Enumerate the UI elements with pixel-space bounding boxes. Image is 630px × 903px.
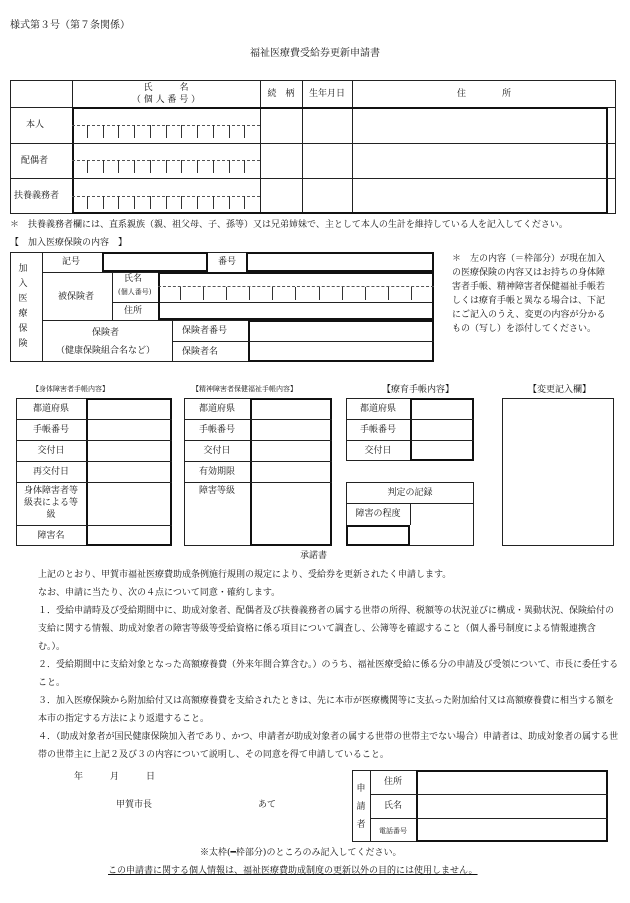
dependent-note: ＊ 扶養義務者欄には、直系親族（親、祖父母、子、孫等）又は兄弟姉妹で、主として本人の生計を維持している人を記入してください。 xyxy=(10,220,568,230)
consent-intro-2: なお、申請に当たり、次の４点について同意・確約します。 xyxy=(38,588,281,598)
ryoiku-row-label: 交付日 xyxy=(364,446,392,456)
insurer-number-label: 保険者番号 xyxy=(182,326,228,336)
mental-row-label: 交付日 xyxy=(203,446,231,456)
dob-header: 生年月日 xyxy=(308,89,345,99)
applicant-phone-label: 電話番号 xyxy=(379,827,407,835)
physical-row-label: 障害名 xyxy=(37,531,65,541)
judge-row-label: 障害の程度 xyxy=(355,509,401,519)
insurer-sub: （健康保険組合名など） xyxy=(56,346,156,356)
number-input[interactable] xyxy=(246,252,434,272)
consent-item: ２．受給期間中に支給対象となった高額療養費（外来年間合算含む。）のうち、福祉医療受給に係る分の申請及び受領について、市長に委任すること。 xyxy=(38,660,619,688)
consent-title: 承諾書 xyxy=(300,551,328,561)
name-sub-header: （ 個 人 番 号 ） xyxy=(131,95,201,105)
insurance-side-label: 加 入 医 療 保 険 xyxy=(18,264,28,349)
personal-number-cells-spouse[interactable] xyxy=(72,160,260,173)
mental-row-label: 都道府県 xyxy=(198,404,235,414)
physical-row-label: 身体障害者等級表による等級 xyxy=(23,486,78,520)
row-label-self: 本人 xyxy=(26,120,45,130)
mental-fill-area[interactable] xyxy=(250,398,332,546)
ryoiku-title: 【療育手帳内容】 xyxy=(382,385,455,395)
physical-row-label: 都道府県 xyxy=(32,404,69,414)
insurance-section-title: 【 加入医療保険の内容 】 xyxy=(10,238,128,248)
ryoiku-fill-area[interactable] xyxy=(410,398,474,461)
change-title: 【変更記入欄】 xyxy=(528,385,592,395)
consent-item: １．受給申請時及び受給期間中に、助成対象者、配偶者及び扶養義務者の属する世帯の所得、税額等の状況並びに構成・異動状況、保険給付の支給に関する情報、助成対象者の障害等級等受給資格に係る項目について調査し、公簿等を確認すること（個人番号制度による情報連携含む。）。 xyxy=(38,606,615,652)
insurer-label: 保険者 xyxy=(92,328,120,338)
insured-label: 被保険者 xyxy=(58,292,95,302)
addressee-suffix: あて xyxy=(258,800,277,810)
symbol-label: 記号 xyxy=(62,257,81,267)
ryoiku-row-label: 手帳番号 xyxy=(359,425,396,435)
personal-number-cells-self[interactable] xyxy=(72,125,260,138)
mental-row-label: 手帳番号 xyxy=(198,425,235,435)
insured-name-sub: (個人番号) xyxy=(118,288,152,296)
insured-name-label: 氏名 xyxy=(124,274,143,284)
applicant-address-label: 住所 xyxy=(383,777,402,787)
consent-item: ４．（助成対象者が国民健康保険加入者であり、かつ、申請者が助成対象者の属する世帯の世帯主でない場合）申請者は、助成対象者の属する世帯の世帯主に上記２及び３の内容について説明し、その同意を得て申請していること。 xyxy=(38,732,619,760)
physical-row-label: 手帳番号 xyxy=(32,425,69,435)
form-number: 様式第３号（第７条関係） xyxy=(10,20,130,31)
number-label: 番号 xyxy=(218,257,237,267)
page-title: 福祉医療費受給券更新申請書 xyxy=(250,48,380,59)
footer-note-1: ※太枠(━枠部分)のところのみ記入してください。 xyxy=(200,848,402,858)
judge-fill-area[interactable] xyxy=(346,525,410,546)
consent-intro-1: 上記のとおり、甲賀市福祉医療費助成条例施行規則の規定により、受給券を更新されたく申請します。 xyxy=(38,570,452,580)
physical-title: 【身体障害者手帳内容】 xyxy=(32,385,109,393)
ryoiku-row-label: 都道府県 xyxy=(359,404,396,414)
mental-row-label: 有効期限 xyxy=(198,467,235,477)
symbol-input[interactable] xyxy=(102,252,208,272)
address-header: 住 所 xyxy=(456,89,511,99)
physical-row-label: 再交付日 xyxy=(32,467,69,477)
change-box[interactable] xyxy=(502,398,614,546)
insurance-side-note: ＊ 左の内容（＝枠部分）が現在加入の医療保険の内容又はお持ちの身体障害者手帳、精神障害者保健福祉手帳若しくは療育手帳と異なる場合は、下記にご記入のうえ、変更の内容が分かるもの（写し）を添付してください。 xyxy=(452,254,606,334)
date-line: 年 月 日 xyxy=(74,772,156,782)
row-label-spouse: 配偶者 xyxy=(21,156,49,166)
applicant-side-label: 申 請 者 xyxy=(356,784,366,830)
physical-row-label: 交付日 xyxy=(37,446,65,456)
personal-number-cells-dependent[interactable] xyxy=(72,196,260,209)
consent-item: ３．加入医療保険から附加給付又は高額療養費を支給されたときは、先に本市が医療機関等に支払った附加給付又は高額療養費に相当する額を本市の指定する方法により返還すること。 xyxy=(38,696,615,724)
physical-fill-area[interactable] xyxy=(86,398,172,546)
judge-title: 判定の記録 xyxy=(387,488,433,498)
footer-note-2: この申請書に関する個人情報は、福祉医療費助成制度の更新以外の目的には使用しません。 xyxy=(108,866,478,876)
insured-address-label: 住所 xyxy=(124,306,143,316)
applicant-fill-area[interactable] xyxy=(416,770,608,842)
row-label-dependent: 扶養義務者 xyxy=(14,191,60,201)
applicant-name-label: 氏名 xyxy=(383,801,402,811)
relation-header: 続 柄 xyxy=(267,89,295,99)
mental-title: 【精神障害者保健福祉手帳内容】 xyxy=(192,385,297,393)
mayor-label: 甲賀市長 xyxy=(116,800,153,810)
mental-row-label: 障害等級 xyxy=(198,486,235,496)
name-header: 氏 名 xyxy=(143,83,189,93)
insured-personal-number-cells[interactable] xyxy=(158,287,434,300)
insurer-name-label: 保険者名 xyxy=(182,347,219,357)
